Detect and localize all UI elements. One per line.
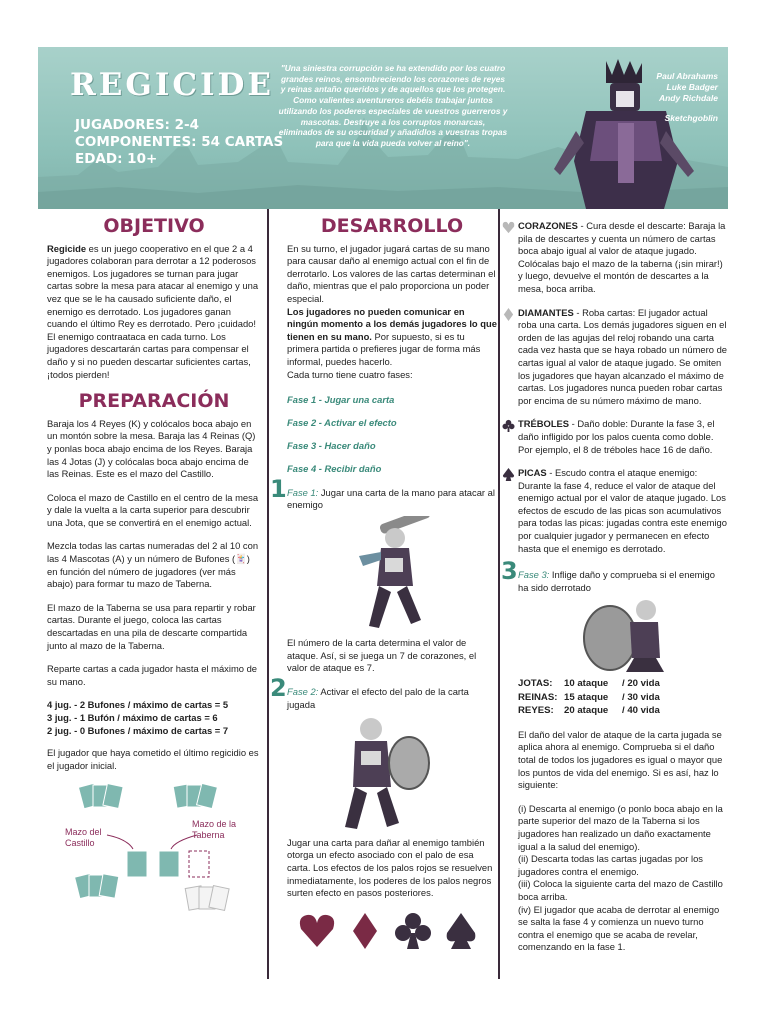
credit-artist: Sketchgoblin: [664, 113, 718, 123]
credits: [628, 71, 718, 124]
player-count-line: 4 jug. - 2 Bufones / máximo de cartas = 5: [47, 699, 229, 711]
prep-paragraph: Baraja los 4 Reyes (K) y colócalos boca abajo en un montón sobre la mesa. Baraja las 4 Reinas (Q) y ponlas boca abajo encima de los Reyes. Baraja las 4 Jotas (J) y colócalas boca abajo encima de las Reinas. Este es el mazo del Castillo.: [47, 417, 256, 480]
suit-treboles: TRÉBOLES - Daño doble: Durante la fase 3, el daño infligido por los palos cuenta como doble. Por ejemplo, el 8 de tréboles hace 16 de daño.: [518, 418, 728, 456]
club-icon: [395, 913, 431, 949]
intro-quote: "Una siniestra corrupción se ha extendido por los cuatro grandes reinos, ensombreciendo los corazones de reyes y reinas antaño queridos y de aquellos que los protegen. Como valientes aventureros debéis trabajar juntos utilizando los poderes especiales de vuestros guerreros y mascotas. Destruye a los corruptos monarcas, eliminados de su oscuridad y añadidlos a vuestras tropas para que la vida pueda volver al reino".: [278, 63, 508, 148]
header-banner: [38, 47, 728, 209]
phase-number: 2: [270, 674, 287, 703]
defeat-step: (ii) Descarta todas las cartas jugadas por los jugadores contra el enemigo.: [518, 853, 703, 877]
desarrollo-rule: Los jugadores no pueden comunicar en ningún momento a los demás jugadores lo que tienen en su mano. Por supuesto, si es tu primera partida o prefieres jugar de forma más informal, puedes hacerlo.: [287, 305, 497, 367]
column-left: [47, 212, 261, 928]
heart-icon: [502, 221, 515, 234]
suit-picas: PICAS - Escudo contra el ataque enemigo: Durante la fase 4, reduce el valor de ataque del enemigo actual por el valor de ataque jugado. Los efectos de escudo de las picas son acumulativos para todas las picas: jugadas contra este enemigo por cualquier jugador y permanecen en efecto hasta que el enemigo es derrotado.: [518, 467, 728, 555]
column-divider: [498, 209, 500, 979]
table-setup-illustration: [47, 783, 261, 928]
credit-author: Andy Richdale: [658, 93, 718, 103]
components-stat: COMPONENTES: 54 CARTAS: [75, 134, 284, 150]
enemy-stats-row: JOTAS: 10 ataque / 20 vida: [518, 678, 660, 690]
prep-paragraph: Mezcla todas las cartas numeradas del 2 al 10 con las 4 Mascotas (A) y un número de Bufones (🃏) en función del número de jugadores (ver más abajo) para formar tu mazo de Taberna.: [47, 540, 259, 590]
suit-corazones: CORAZONES - Cura desde el descarte: Baraja la pila de descartes y cuenta un número de cartas boca abajo igual al valor de ataque jugado. Colócalas bajo el mazo de la taberna (¡sin mirar!) y luego, devuelve el montón de descartes a la mesa, boca arriba.: [518, 220, 728, 296]
section-heading-desarrollo: DESARROLLO: [320, 215, 464, 237]
tavern-deck-label: Mazo de la Taberna: [192, 819, 237, 841]
phase-1-explanation: El número de la carta determina el valor de ataque. Así, si se juega un 7 de corazones, el valor de ataque es 7.: [287, 637, 477, 674]
phase-item: Fase 3 - Hacer daño: [287, 440, 376, 452]
age-stat: EDAD: 10+: [75, 151, 158, 167]
spade-icon: [447, 913, 476, 949]
phase-item: Fase 4 - Recibir daño: [287, 463, 382, 475]
suit-diamantes: DIAMANTES - Roba cartas: El jugador actual roba una carta. Los demás jugadores siguen en el orden de las agujas del reloj robando una carta cada vez hasta que se haya robado un número de cartas igual al valor de ataque jugado. Se omiten los jugadores que hayan alcanzado el máximo de cartas. Los jugadores nunca pueden robar cartas por encima de su número máximo de mano.: [518, 307, 728, 408]
club-icon: [502, 419, 515, 432]
column-divider: [267, 209, 269, 979]
section-heading-objetivo: OBJETIVO: [103, 215, 205, 237]
phase-item: Fase 1 - Jugar una carta: [287, 394, 395, 406]
desarrollo-intro: En su turno, el jugador jugará cartas de su mano para causar daño al enemigo actual con el fin de derrotarlo. Los valores de las cartas determinan el daño, mientras que el palo proporciona un poder especial.: [287, 242, 496, 304]
diamond-icon: [502, 308, 515, 321]
prep-paragraph: Reparte cartas a cada jugador hasta el máximo de su mano.: [47, 663, 258, 687]
phase-3-block: [501, 557, 728, 678]
phase-number: 1: [270, 474, 287, 503]
objetivo-text: Regicide es un juego cooperativo en el que 2 a 4 jugadores colaboran para derrotar a 12 poderosos enemigos. Los jugadores se turnan para jugar cartas sobre la mesa para atacar al enemigo y una vez que se le ha causado suficiente daño, el enemigo es derrotado. Los jugadores ganan cuando el último Rey es derrotado. Pero ¡cuidado! El enemigo contraataca en cada turno. Los jugadores descartarán cartas para compensar el daño y si no pueden descartar suficientes cartas, ¡todos pierden!: [47, 242, 259, 380]
phase-2-text: Fase 2: Activar el efecto del palo de la carta jugada: [287, 686, 469, 710]
enemy-stats-row: REYES: 20 ataque / 40 vida: [518, 705, 660, 717]
player-count-line: 3 jug. - 1 Bufón / máximo de cartas = 6: [47, 712, 218, 723]
players-stat: JUGADORES: 2-4: [75, 117, 200, 133]
phase-item: Fase 2 - Activar el efecto: [287, 417, 397, 429]
defeat-step: (iii) Coloca la siguiente carta del mazo de Castillo boca arriba.: [518, 878, 723, 902]
castle-deck-label: Mazo del Castillo: [65, 827, 102, 849]
phase-2-explanation: Jugar una carta para dañar al enemigo también otorga un efecto asociado con el palo de esa carta. Los efectos de los palos rojos se resuelven inmediatamente, los poderes de los palos negros surten efecto en pasos posteriores.: [287, 836, 493, 899]
spade-icon: [502, 468, 515, 481]
warrior-defending-illustration: [518, 594, 728, 674]
enemy-stats-table: [518, 678, 664, 719]
game-stats: [75, 117, 283, 168]
phase-2-block: [270, 674, 497, 900]
player-count-list: [47, 699, 261, 737]
diamond-icon: [353, 913, 377, 949]
desarrollo-phases-intro: Cada turno tiene cuatro fases:: [287, 368, 413, 380]
first-player-text: El jugador que haya cometido el último regicidio es el jugador inicial.: [47, 747, 259, 771]
column-right: [501, 212, 728, 954]
column-middle: [270, 212, 497, 954]
phase-1-block: [270, 474, 497, 676]
credit-author: Luke Badger: [666, 82, 718, 92]
defeat-step: (iv) El jugador que acaba de derrotar al enemigo se salta la fase 4 y comienza un nuevo turno contra el enemigo que se acaba de revelar, comenzando en la fase 1.: [518, 903, 720, 953]
defeat-steps: [518, 803, 728, 954]
card-layout-diagram: [47, 783, 261, 928]
prep-paragraph: Coloca el mazo de Castillo en el centro de la mesa y dale la vuelta a la carta superior para descubrir una Jota, que se convertirá en el enemigo actual.: [47, 491, 259, 528]
phase-number: 3: [501, 557, 518, 586]
phase-1-text: Fase 1: Jugar una carta de la mano para atacar al enemigo: [287, 486, 495, 511]
player-count-line: 2 jug. - 0 Bufones / máximo de cartas = 7: [47, 724, 229, 736]
game-title: REGICIDE: [70, 67, 275, 103]
defeat-step: (i) Descarta al enemigo (o ponlo boca abajo en la parte superior del mazo de la Taberna si los jugadores han realizado un daño exactamente igual a la salud del enemigo).: [518, 802, 723, 852]
warrior-attacking-illustration: [287, 516, 497, 634]
phase-3-text: Fase 3: Inflige daño y comprueba si el enemigo ha sido derrotado: [518, 569, 715, 593]
damage-explanation: El daño del valor de ataque de la carta jugada se aplica ahora al enemigo. Comprueba si el daño total de todos los jugadores es igual o mayor que los puntos de vida del enemigo. Si es así, haz lo siguiente:: [518, 728, 723, 791]
suit-icons-row: [297, 911, 497, 951]
enemy-stats-row: REINAS: 15 ataque / 30 vida: [518, 691, 660, 703]
prep-paragraph: El mazo de la Taberna se usa para repartir y robar cartas. Durante el juego, coloca las cartas descartadas en una pila de descarte compartida junto al mazo de la Taberna.: [47, 601, 256, 651]
credit-author: Paul Abrahams: [656, 71, 718, 81]
section-heading-preparacion: PREPARACIÓN: [78, 390, 230, 413]
warrior-shield-illustration: [287, 715, 497, 833]
heart-icon: [300, 915, 334, 947]
